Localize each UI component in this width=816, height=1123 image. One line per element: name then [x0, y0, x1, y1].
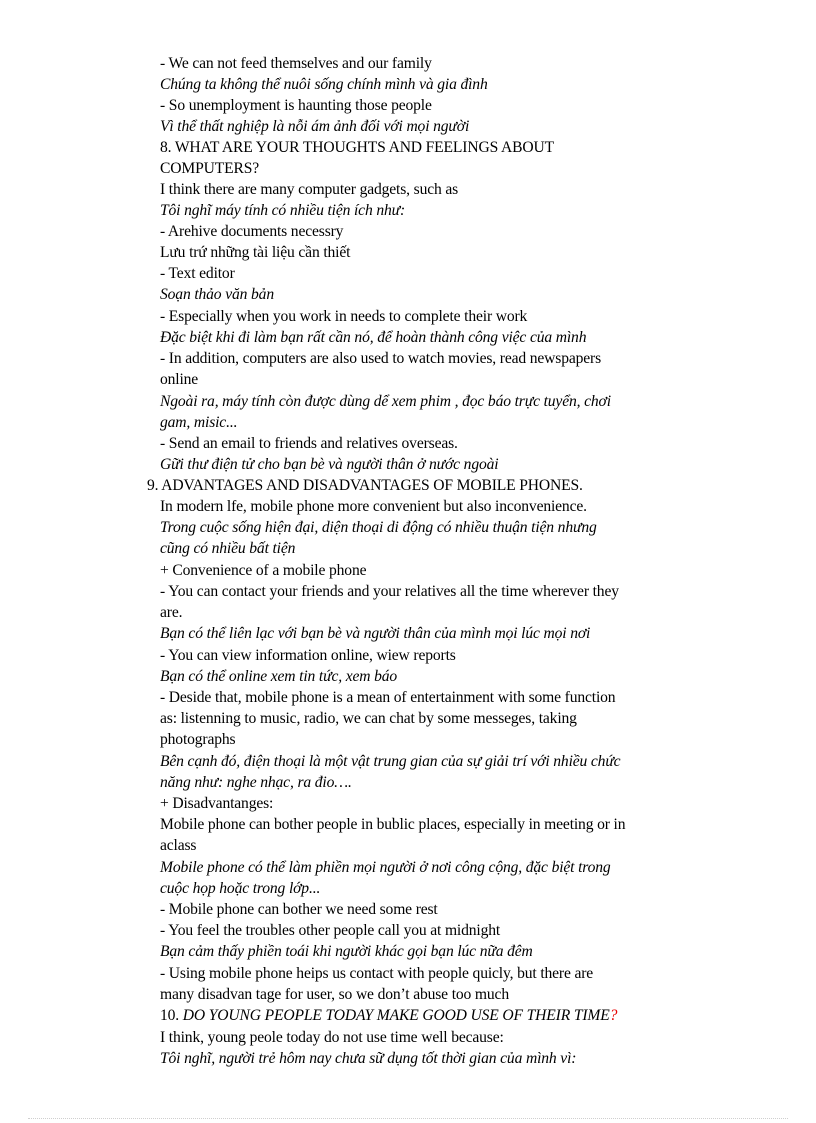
translation-line: Trong cuộc sống hiện đại, diện thoại di động có nhiều thuận tiện nhưng	[160, 519, 597, 536]
text-line: - You feel the troubles other people call you at midnight	[160, 922, 501, 939]
text-line: - Especially when you work in needs to complete their work	[160, 308, 528, 325]
text-line: - In addition, computers are also used to watch movies, read newspapers	[160, 350, 601, 367]
question-mark: ?	[609, 1007, 618, 1024]
text-line: + Disadvantanges:	[160, 795, 274, 812]
translation-line: Bên cạnh đó, điện thoại là một vật trung gian của sự giải trí với nhiều chức	[160, 753, 621, 770]
text-line: Lưu trứ những tài liệu cần thiết	[160, 244, 351, 261]
text-line: I think there are many computer gadgets, such as	[160, 181, 459, 198]
translation-line: cũng có nhiều bất tiện	[160, 540, 296, 557]
translation-line: Tôi nghĩ, người trẻ hôm nay chưa sữ dụng tốt thời gian của mình vì:	[160, 1050, 577, 1067]
translation-line: cuộc họp hoặc trong lớp...	[160, 880, 321, 897]
text-line: + Convenience of a mobile phone	[160, 562, 367, 579]
text-line: - We can not feed themselves and our family	[160, 55, 432, 72]
translation-line: Gữi thư điện tử cho bạn bè và người thân ở nước ngoài	[160, 456, 499, 473]
text-line: online	[160, 371, 199, 388]
translation-line: Bạn có thể online xem tin tức, xem báo	[160, 668, 398, 685]
section-heading: 9. ADVANTAGES AND DISADVANTAGES OF MOBILE PHONES.	[147, 477, 583, 494]
translation-line: Bạn có thể liên lạc với bạn bè và người thân của mình mọi lúc mọi nơi	[160, 625, 591, 642]
text-line: aclass	[160, 837, 197, 854]
translation-line: Tôi nghĩ máy tính có nhiều tiện ích như:	[160, 202, 406, 219]
translation-line: Chúng ta không thể nuôi sống chính mình và gia đình	[160, 76, 488, 93]
text-line: - Text editor	[160, 265, 235, 282]
text-line: In modern lfe, mobile phone more convenient but also inconvenience.	[160, 498, 587, 515]
text-line: many disadvan tage for user, so we don’t abuse too much	[160, 986, 509, 1003]
text-line: - You can contact your friends and your relatives all the time wherever they	[160, 583, 619, 600]
text-line: - Mobile phone can bother we need some rest	[160, 901, 438, 918]
text-line: Mobile phone can bother people in bublic places, especially in meeting or in	[160, 816, 626, 833]
translation-line: Soạn thảo văn bản	[160, 286, 274, 303]
section-number: 10.	[160, 1007, 183, 1024]
translation-line: Đặc biệt khi đi làm bạn rất cần nó, để hoàn thành công việc của mình	[160, 329, 587, 346]
text-line: - Using mobile phone heips us contact with people quicly, but there are	[160, 965, 594, 982]
text-line: - Send an email to friends and relatives overseas.	[160, 435, 458, 452]
text-line: I think, young peole today do not use time well because:	[160, 1029, 504, 1046]
section-title: DO YOUNG PEOPLE TODAY MAKE GOOD USE OF THEIR TIME	[182, 1007, 610, 1024]
section-heading: COMPUTERS?	[160, 160, 260, 177]
text-line: - You can view information online, wiew reports	[160, 647, 456, 664]
translation-line: năng như: nghe nhạc, ra đio….	[160, 774, 352, 791]
translation-line: Vì thể thất nghiệp là nỗi ám ảnh đối với mọi người	[160, 118, 470, 135]
text-line: - So unemployment is haunting those people	[160, 97, 432, 114]
text-line: - Deside that, mobile phone is a mean of entertainment with some function	[160, 689, 616, 706]
text-line: - Arehive documents necessry	[160, 223, 344, 240]
section-heading: 8. WHAT ARE YOUR THOUGHTS AND FEELINGS ABOUT	[160, 139, 554, 156]
translation-line: Mobile phone có thể làm phiền mọi người ở nơi công cộng, đặc biệt trong	[160, 859, 611, 876]
text-line: as: listenning to music, radio, we can chat by some messeges, taking	[160, 710, 577, 727]
text-line: are.	[160, 604, 183, 621]
page-bottom-divider	[28, 1118, 788, 1119]
translation-line: gam, misic...	[160, 414, 238, 431]
text-line: photographs	[160, 731, 236, 748]
section-heading	[160, 1005, 617, 1026]
translation-line: Bạn cảm thấy phiền toái khi người khác gọi bạn lúc nữa đêm	[160, 943, 533, 960]
translation-line: Ngoài ra, máy tính còn được dùng dể xem phim , đọc báo trực tuyển, chơi	[160, 393, 611, 410]
